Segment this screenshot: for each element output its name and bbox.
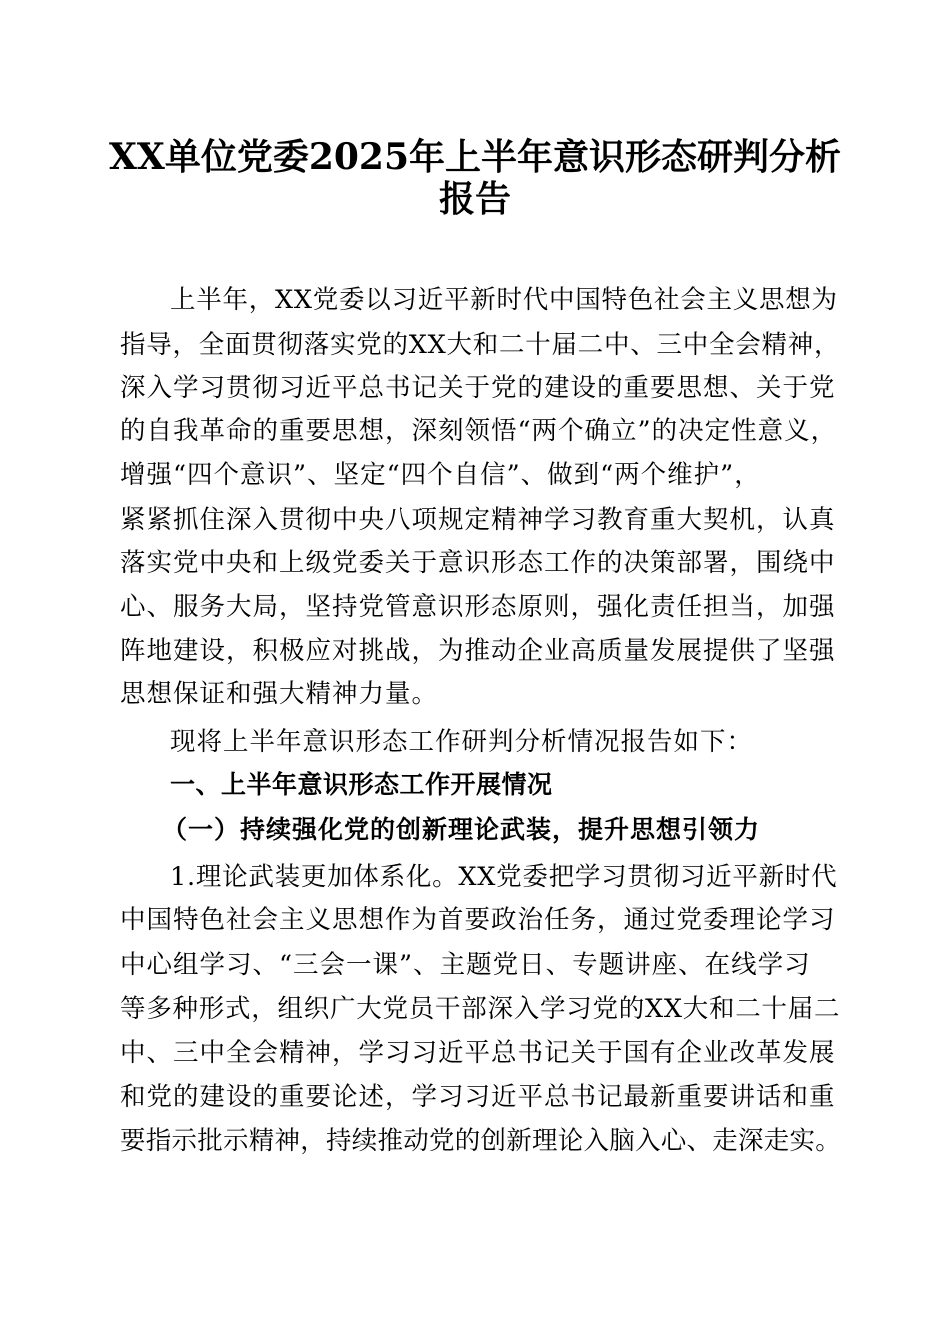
point-paragraph-line: 中心组学习、“三会一课”、主题党日、专题讲座、在线学习	[120, 950, 811, 980]
point-paragraph-line: 和党的建设的重要论述，学习习近平总书记最新重要讲话和重	[120, 1082, 836, 1112]
intro-paragraph-line: 的自我革命的重要思想，深刻领悟“两个确立”的决定性意义，	[120, 416, 838, 446]
point-paragraph-line: 要指示批示精神，持续推动党的创新理论入脑入心、走深走实。	[120, 1126, 842, 1156]
point-paragraph-line: 1.理论武装更加体系化。XX党委把学习贯彻习近平新时代	[170, 862, 838, 892]
intro-paragraph-line: 落实党中央和上级党委关于意识形态工作的决策部署，围绕中	[120, 548, 836, 578]
intro-paragraph-line: 增强“四个意识”、坚定“四个自信”、做到“两个维护”，	[120, 460, 761, 490]
document-title	[60, 136, 890, 221]
intro-paragraph-line: 深入学习贯彻习近平总书记关于党的建设的重要思想、关于党	[120, 373, 836, 403]
intro-paragraph-line: 紧紧抓住深入贯彻中央八项规定精神学习教育重大契机，认真	[120, 505, 836, 535]
point-paragraph-line: 中国特色社会主义思想作为首要政治任务，通过党委理论学习	[120, 905, 836, 935]
intro-paragraph-line: 指导，全面贯彻落实党的XX大和二十届二中、三中全会精神，	[120, 330, 841, 360]
intro-paragraph-line: 思想保证和强大精神力量。	[120, 679, 439, 709]
intro-paragraph-line: 阵地建设，积极应对挑战，为推动企业高质量发展提供了坚强	[120, 636, 836, 666]
subsection-heading: （一）持续强化党的创新理论武装，提升思想引领力	[162, 815, 761, 844]
section-heading: 一、上半年意识形态工作开展情况	[170, 770, 553, 799]
document-title-line-2: 报告	[438, 178, 511, 221]
intro-paragraph-line: 心、服务大局，坚持党管意识形态原则，强化责任担当，加强	[120, 592, 836, 622]
report-intro-text: 现将上半年意识形态工作研判分析情况报告如下：	[170, 727, 754, 757]
point-paragraph-line: 等多种形式，组织广大党员干部深入学习党的XX大和二十届二	[120, 994, 841, 1024]
point-paragraph-line: 中、三中全会精神，学习习近平总书记关于国有企业改革发展	[120, 1038, 836, 1068]
intro-paragraph-line: 上半年，XX党委以习近平新时代中国特色社会主义思想为	[170, 285, 838, 315]
document-title-line-1: XX单位党委2025年上半年意识形态研判分析	[108, 136, 842, 178]
